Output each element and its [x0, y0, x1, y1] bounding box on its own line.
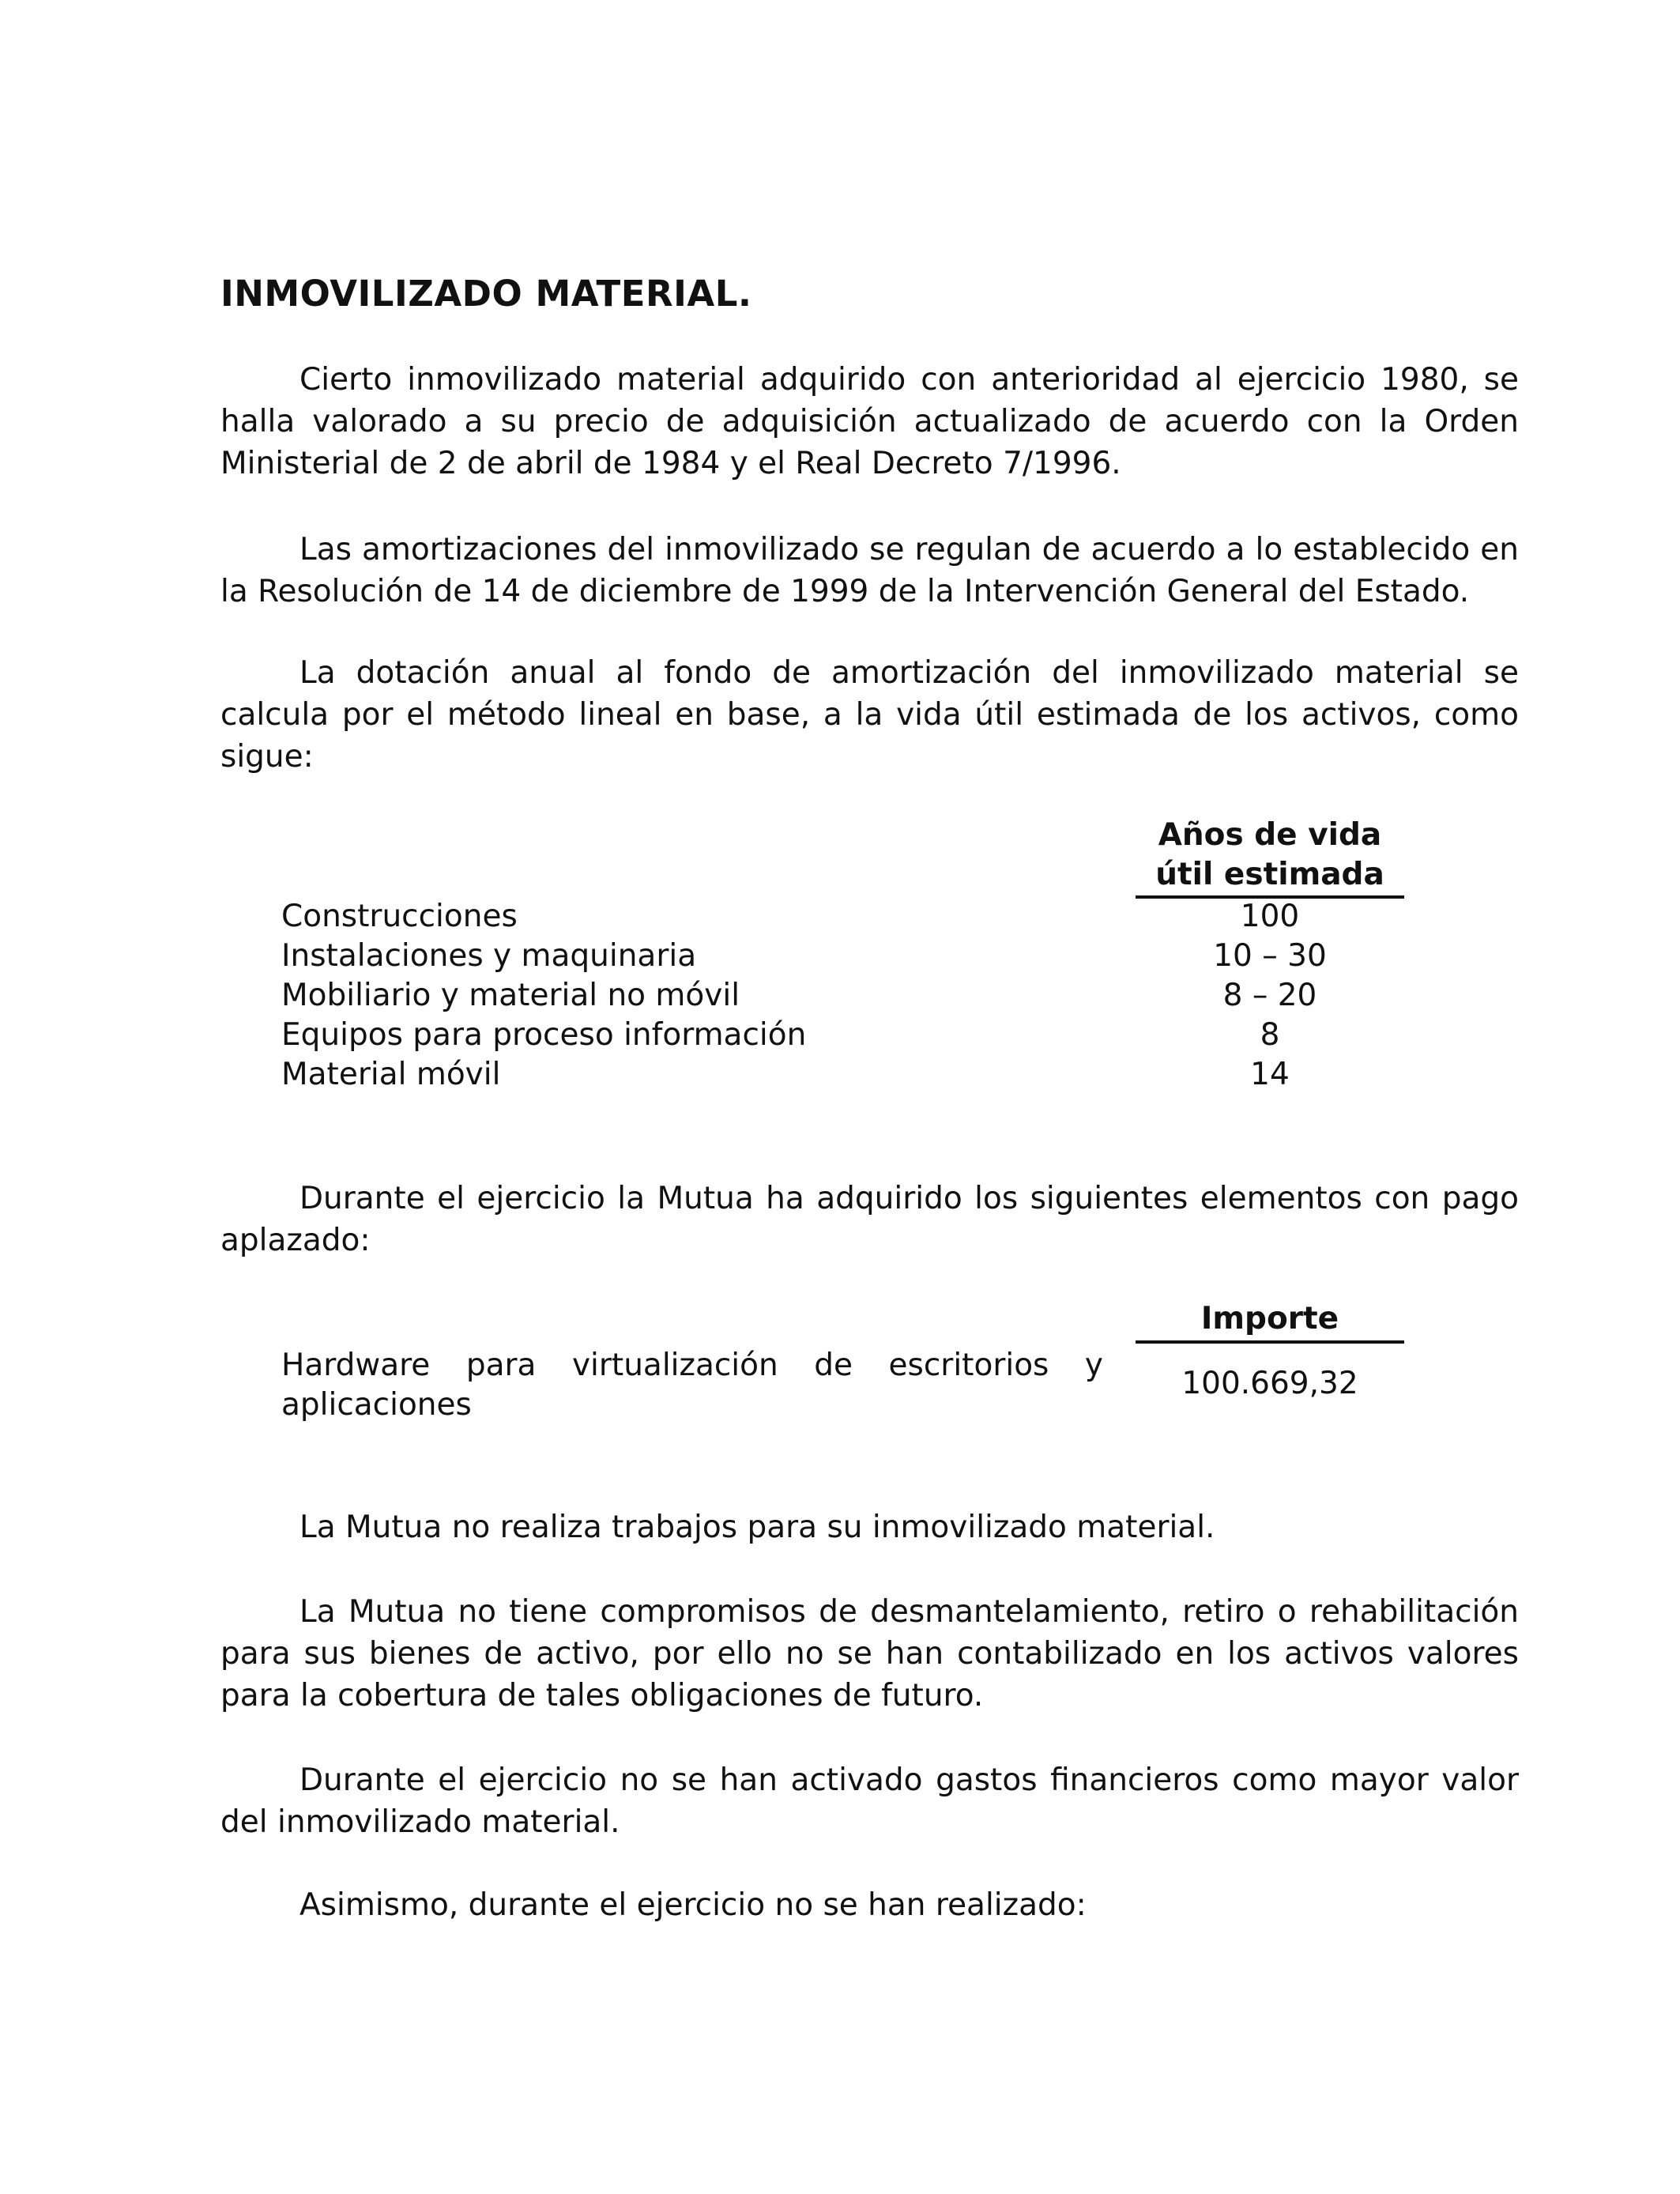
table-row-label: Instalaciones y maquinaria	[281, 938, 697, 974]
paragraph-annual-allocation: La dotación anual al fondo de amortización del inmovilizado material se calcula por el método lineal en base, a la vida útil estimada de los activos, como sigue:	[220, 655, 1519, 775]
paragraph-valuation: Cierto inmovilizado material adquirido con anterioridad al ejercicio 1980, se halla valorado a su precio de adquisición actualizado de acuerdo con la Orden Ministerial de 2 de abril de 1984 y el Real Decreto 7/1996.	[220, 362, 1519, 481]
table-row-value: 10 – 30	[1213, 938, 1327, 974]
acquisition-row-value: 100.669,32	[1181, 1366, 1358, 1401]
paragraph-acquisitions-intro: Durante el ejercicio la Mutua ha adquirido los siguientes elementos con pago aplazado:	[220, 1181, 1519, 1258]
importe-header-rule	[1136, 1340, 1404, 1344]
useful-life-header-line2: útil estimada	[1155, 857, 1384, 892]
section-title: INMOVILIZADO MATERIAL.	[220, 273, 752, 315]
table-row-value: 8	[1260, 1017, 1280, 1053]
paragraph-no-dismantling: La Mutua no tiene compromisos de desmantelamiento, retiro o rehabilitación para sus bienes de activo, por ello no se han contabilizado en los activos valores para la cobertura de tales obligaciones de futuro.	[220, 1594, 1519, 1713]
table-row-value: 100	[1240, 899, 1300, 934]
useful-life-header	[1136, 816, 1404, 895]
useful-life-header-line1: Años de vida	[1158, 817, 1382, 853]
paragraph-no-own-work: La Mutua no realiza trabajos para su inmovilizado material.	[299, 1510, 1215, 1545]
table-row-label: Equipos para proceso información	[281, 1017, 807, 1053]
table-row-label: Construcciones	[281, 899, 518, 934]
table-row-value: 8 – 20	[1222, 978, 1317, 1013]
table-row-value: 14	[1250, 1057, 1290, 1092]
paragraph-depreciation-rules: Las amortizaciones del inmovilizado se regulan de acuerdo a lo establecido en la Resolución de 14 de diciembre de 1999 de la Intervención General del Estado.	[220, 532, 1519, 609]
table-row-label: Mobiliario y material no móvil	[281, 978, 740, 1013]
importe-header: Importe	[1200, 1301, 1339, 1336]
paragraph-no-capitalized-costs: Durante el ejercicio no se han activado gastos financieros como mayor valor del inmovilizado material.	[220, 1762, 1519, 1840]
acquisition-row-label: Hardware para virtualización de escritorios y aplicaciones	[281, 1348, 1103, 1423]
paragraph-also-not-performed: Asimismo, durante el ejercicio no se han realizado:	[299, 1887, 1087, 1923]
table-row-label: Material móvil	[281, 1057, 501, 1092]
